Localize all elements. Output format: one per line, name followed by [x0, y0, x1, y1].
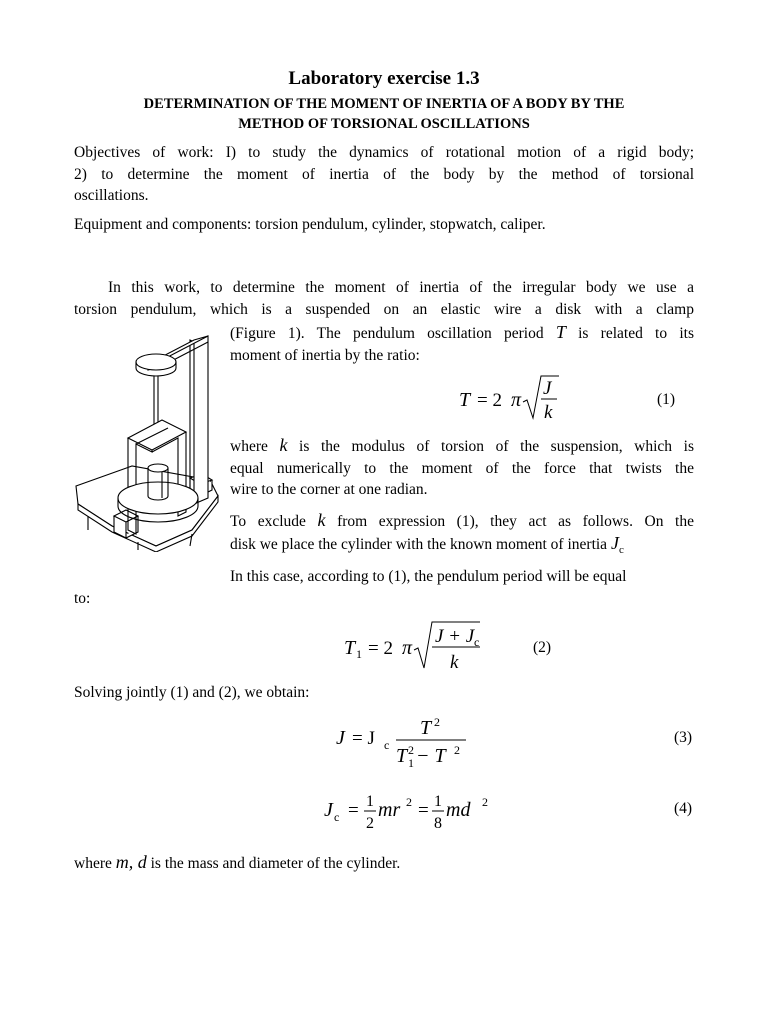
vars-m-d: m, d [115, 852, 147, 872]
sub-c: c [618, 543, 624, 556]
text-line: Objectives of work: I) to study the dynamics of rotational motion of a rigid body; [74, 144, 694, 161]
eq1-pi: π [511, 389, 522, 411]
eq3-den-sup2: 2 [454, 743, 460, 757]
text-line: moment of inertia by the ratio: [230, 346, 420, 364]
torsion-pendulum-figure [72, 320, 222, 552]
equation-4 [320, 784, 520, 844]
text-fragment: is the mass and diameter of the cylinder. [146, 855, 401, 872]
eq4-t2: md [446, 799, 471, 821]
right-column-case: In this case, according to (1), the pendulum period will be equal [230, 568, 627, 585]
text-fragment: from expression (1), they act as follows. On the [325, 513, 694, 530]
var-k: k [317, 510, 326, 530]
right-column-exclude [230, 510, 694, 561]
equation-2-number: (2) [533, 639, 552, 656]
eq2-pi: π [402, 637, 413, 659]
text-fragment: (Figure 1). The pendulum oscillation period [230, 325, 556, 342]
eq3-eq: = J [352, 728, 375, 749]
intro-paragraph [74, 277, 694, 320]
equation-3 [332, 710, 482, 770]
equipment-paragraph: Equipment and components: torsion pendulum, cylinder, stopwatch, caliper. [74, 216, 546, 233]
eq2-num: J + J [435, 626, 475, 647]
eq4-eq2: = [418, 800, 429, 821]
eq4-lhs-sub: c [334, 810, 340, 824]
text-fragment: To exclude [230, 513, 318, 530]
equation-3-number: (3) [674, 729, 693, 746]
eq3-lhs: J [336, 727, 345, 749]
eq4-f1-num: 1 [366, 793, 374, 810]
eq3-num: T [420, 717, 432, 739]
right-column-where-k [230, 435, 694, 501]
eq4-f2-den: 8 [434, 815, 442, 832]
equation-1 [455, 372, 565, 428]
eq4-t1: mr [378, 799, 401, 821]
text-fragment: is the modulus of torsion of the suspension, which is [287, 438, 694, 455]
eq2-lhs-sub: 1 [356, 647, 362, 661]
text-line: 2) to determine the moment of inertia of the body by the method of torsional [74, 165, 694, 183]
right-column-intro [230, 322, 694, 366]
solving-line: Solving jointly (1) and (2), we obtain: [74, 684, 310, 701]
eq3-den-sup: 2 [408, 743, 414, 757]
eq1-equals: = 2 [477, 390, 502, 411]
eq1-den: k [544, 402, 553, 423]
eq3-den-sub: 1 [408, 756, 414, 770]
eq2-den: k [450, 652, 459, 673]
eq2-lhs: T [344, 637, 356, 659]
text-line: torsion pendulum, which is a suspended on an elastic wire a disk with a clamp [74, 300, 694, 318]
eq3-den-a: T [396, 745, 408, 767]
eq4-t2-sup: 2 [482, 795, 488, 809]
objectives-paragraph [74, 142, 694, 207]
eq2-equals: = 2 [368, 638, 393, 659]
final-line [74, 852, 694, 875]
var-k: k [279, 435, 288, 455]
text-fragment: where [230, 438, 280, 455]
var-J: J [610, 532, 619, 553]
text-line: In this work, to determine the moment of inertia of the irregular body we use a [108, 279, 694, 296]
eq4-f1-den: 2 [366, 815, 374, 832]
eq3-sub: c [384, 738, 390, 752]
eq3-num-sup: 2 [434, 715, 440, 729]
equation-4-number: (4) [674, 800, 693, 817]
text-line: wire to the corner at one radian. [230, 481, 428, 498]
eq4-lhs: J [324, 799, 333, 821]
equation-1-number: (1) [657, 391, 676, 408]
eq3-den-b: − T [416, 745, 446, 767]
subtitle-line: DETERMINATION OF THE MOMENT OF INERTIA OF A BODY BY THE [143, 96, 625, 112]
eq4-eq1: = [348, 800, 359, 821]
var-T: T [555, 322, 566, 342]
eq1-lhs: T [459, 389, 471, 411]
page-subtitle [0, 94, 768, 134]
eq2-num-sub: c [474, 635, 480, 649]
text-line: equal numerically to the moment of the force that twists the [230, 459, 694, 477]
text-fragment: where [74, 855, 116, 872]
equation-2 [340, 616, 490, 676]
text-fragment: is related to its [565, 325, 694, 342]
eq1-num: J [543, 378, 552, 399]
to-line: to: [74, 590, 91, 607]
text-line: oscillations. [74, 187, 149, 204]
page-title: Laboratory exercise 1.3 [288, 68, 480, 89]
eq4-t1-sup: 2 [406, 795, 412, 809]
text-fragment: disk we place the cylinder with the known moment of inertia [230, 535, 611, 553]
eq4-f2-num: 1 [434, 793, 442, 810]
subtitle-line: METHOD OF TORSIONAL OSCILLATIONS [238, 116, 530, 132]
